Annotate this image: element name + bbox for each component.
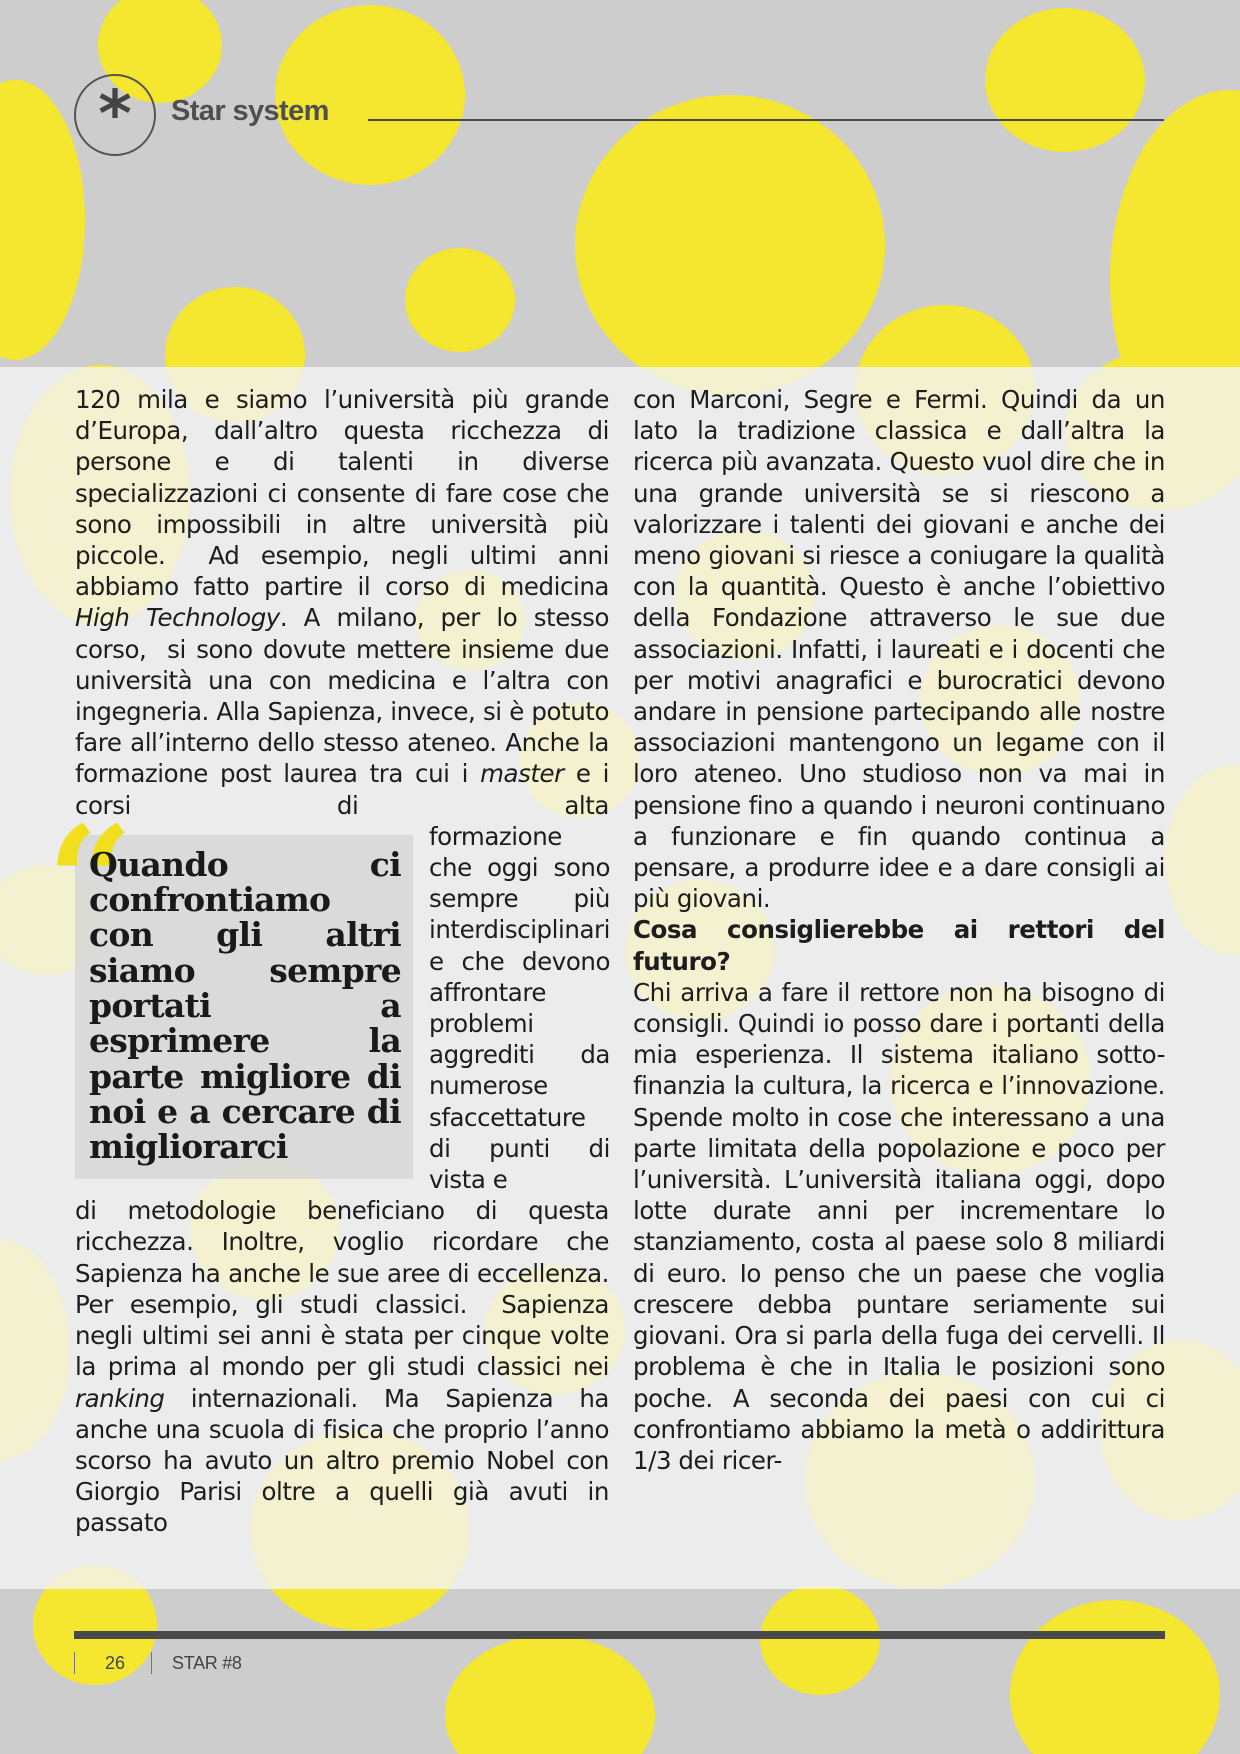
pull-quote <box>47 793 413 1195</box>
right-paragraph-2: Chi arriva a fare il rettore non ha bisogno di consigli. Quindi io posso dare i portanti della mia esperienza. Il sistema italiano sotto-finanzia la cultura, la ricerca e l’innovazione. Spende molto in cose che interessano a una parte limitata della popolazione e poco per l’università. L’università italiana oggi, dopo lotte durate anni per incrementare lo stanziamento, costa al paese solo 8 miliardi di euro. Io penso che un paese che voglia crescere debba puntare seriamente sui giovani. Ora si parla della fuga dei cervelli. Il problema è che in Italia le posizioni sono poche. A seconda dei paesi con cui ci confrontiamo abbiamo la metà o addirittura 1/3 dei ricer- <box>633 977 1165 1475</box>
italic-run: ranking <box>75 1383 165 1413</box>
quote-mark-icon: “ <box>47 793 133 970</box>
right-paragraph-1: con Marconi, Segre e Fermi. Quindi da un lato la tradizione classica e dall’altra la ricerca più avanzata. Questo vuol dire che in una grande università se si riescono a valorizzare i talenti dei giovani e anche dei meno giovani si riesce a coniugare la qualità con la quantità. Questo è anche l’obiettivo della Fondazione attraverso le sue due associazioni. Infatti, i laureati e i docenti che per motivi anagrafici e burocratici devono andare in pensione partecipando alle nostre associazioni mantengono un legame con il loro ateneo. Uno studioso non va mai in pensione fino a quando i neuroni continuano a funzionare e fin quando continua a pensare, a produrre idee e a dare consigli ai più giovani. <box>633 385 1165 914</box>
page-footer <box>74 1650 242 1676</box>
right-column <box>633 384 1165 1476</box>
interview-question: Cosa consiglierebbe ai rettori del futuro? <box>633 915 1165 976</box>
left-tail-paragraph <box>75 1195 609 1538</box>
text-run: 120 mila e siamo l’università più grande d’Europa, dall’altro questa ricchezza di persone e di talenti in diverse specializzazioni ci consente di fare cose che sono impossibili in altre università più piccole. Ad esempio, negli ultimi anni abbiamo fatto partire il corso di medicina <box>75 385 609 602</box>
header-divider <box>368 119 1164 121</box>
pull-quote-text: Quando ci confrontiamo con gli altri siamo sempre portati a esprimere la parte migliore di noi e a cercare di migliorarci <box>89 844 401 1167</box>
left-narrow-paragraph: formazione che oggi sono sempre più interdisciplinari e che devono affrontare problemi aggrediti da numerose sfaccettature di punti di vista e <box>429 821 610 1195</box>
left-column <box>47 384 610 1539</box>
text-run: di metodologie beneficiano di questa ricchezza. Inoltre, voglio ricordare che Sapienza ha anche le sue aree di eccellenza. Per esempio, gli studi classici. Sapienza negli ultimi sei anni è stata per cinque volte la prima al mondo per gli studi classici nei <box>75 1196 609 1382</box>
italic-run: High Technology <box>75 603 280 633</box>
italic-run: master <box>480 759 564 789</box>
text-run: e i corsi di alta <box>75 759 609 820</box>
page-number: 26 <box>105 1652 126 1673</box>
pull-quote-box <box>47 793 413 1179</box>
text-run: internazionali. Ma Sapienza ha anche una scuola di fisica che proprio l’anno scorso ha avuto un altro premio Nobel con Giorgio Parisi oltre a quelli già avuti in passato <box>75 1383 609 1538</box>
asterisk-icon: * <box>74 74 156 156</box>
magazine-issue: STAR #8 <box>172 1652 242 1673</box>
left-lead-paragraph <box>75 384 609 821</box>
section-title: Star system <box>171 95 329 127</box>
text-run: . A milano, per lo stesso corso, si sono dovute mettere insieme due università una con medicina e l’altra con ingegneria. Alla Sapienza, invece, si è potuto fare all’interno dello stesso ateneo. Anche la formazione post laurea tra cui i <box>75 603 609 789</box>
quote-and-text-row <box>47 793 610 1195</box>
footer-divider <box>74 1631 1165 1639</box>
